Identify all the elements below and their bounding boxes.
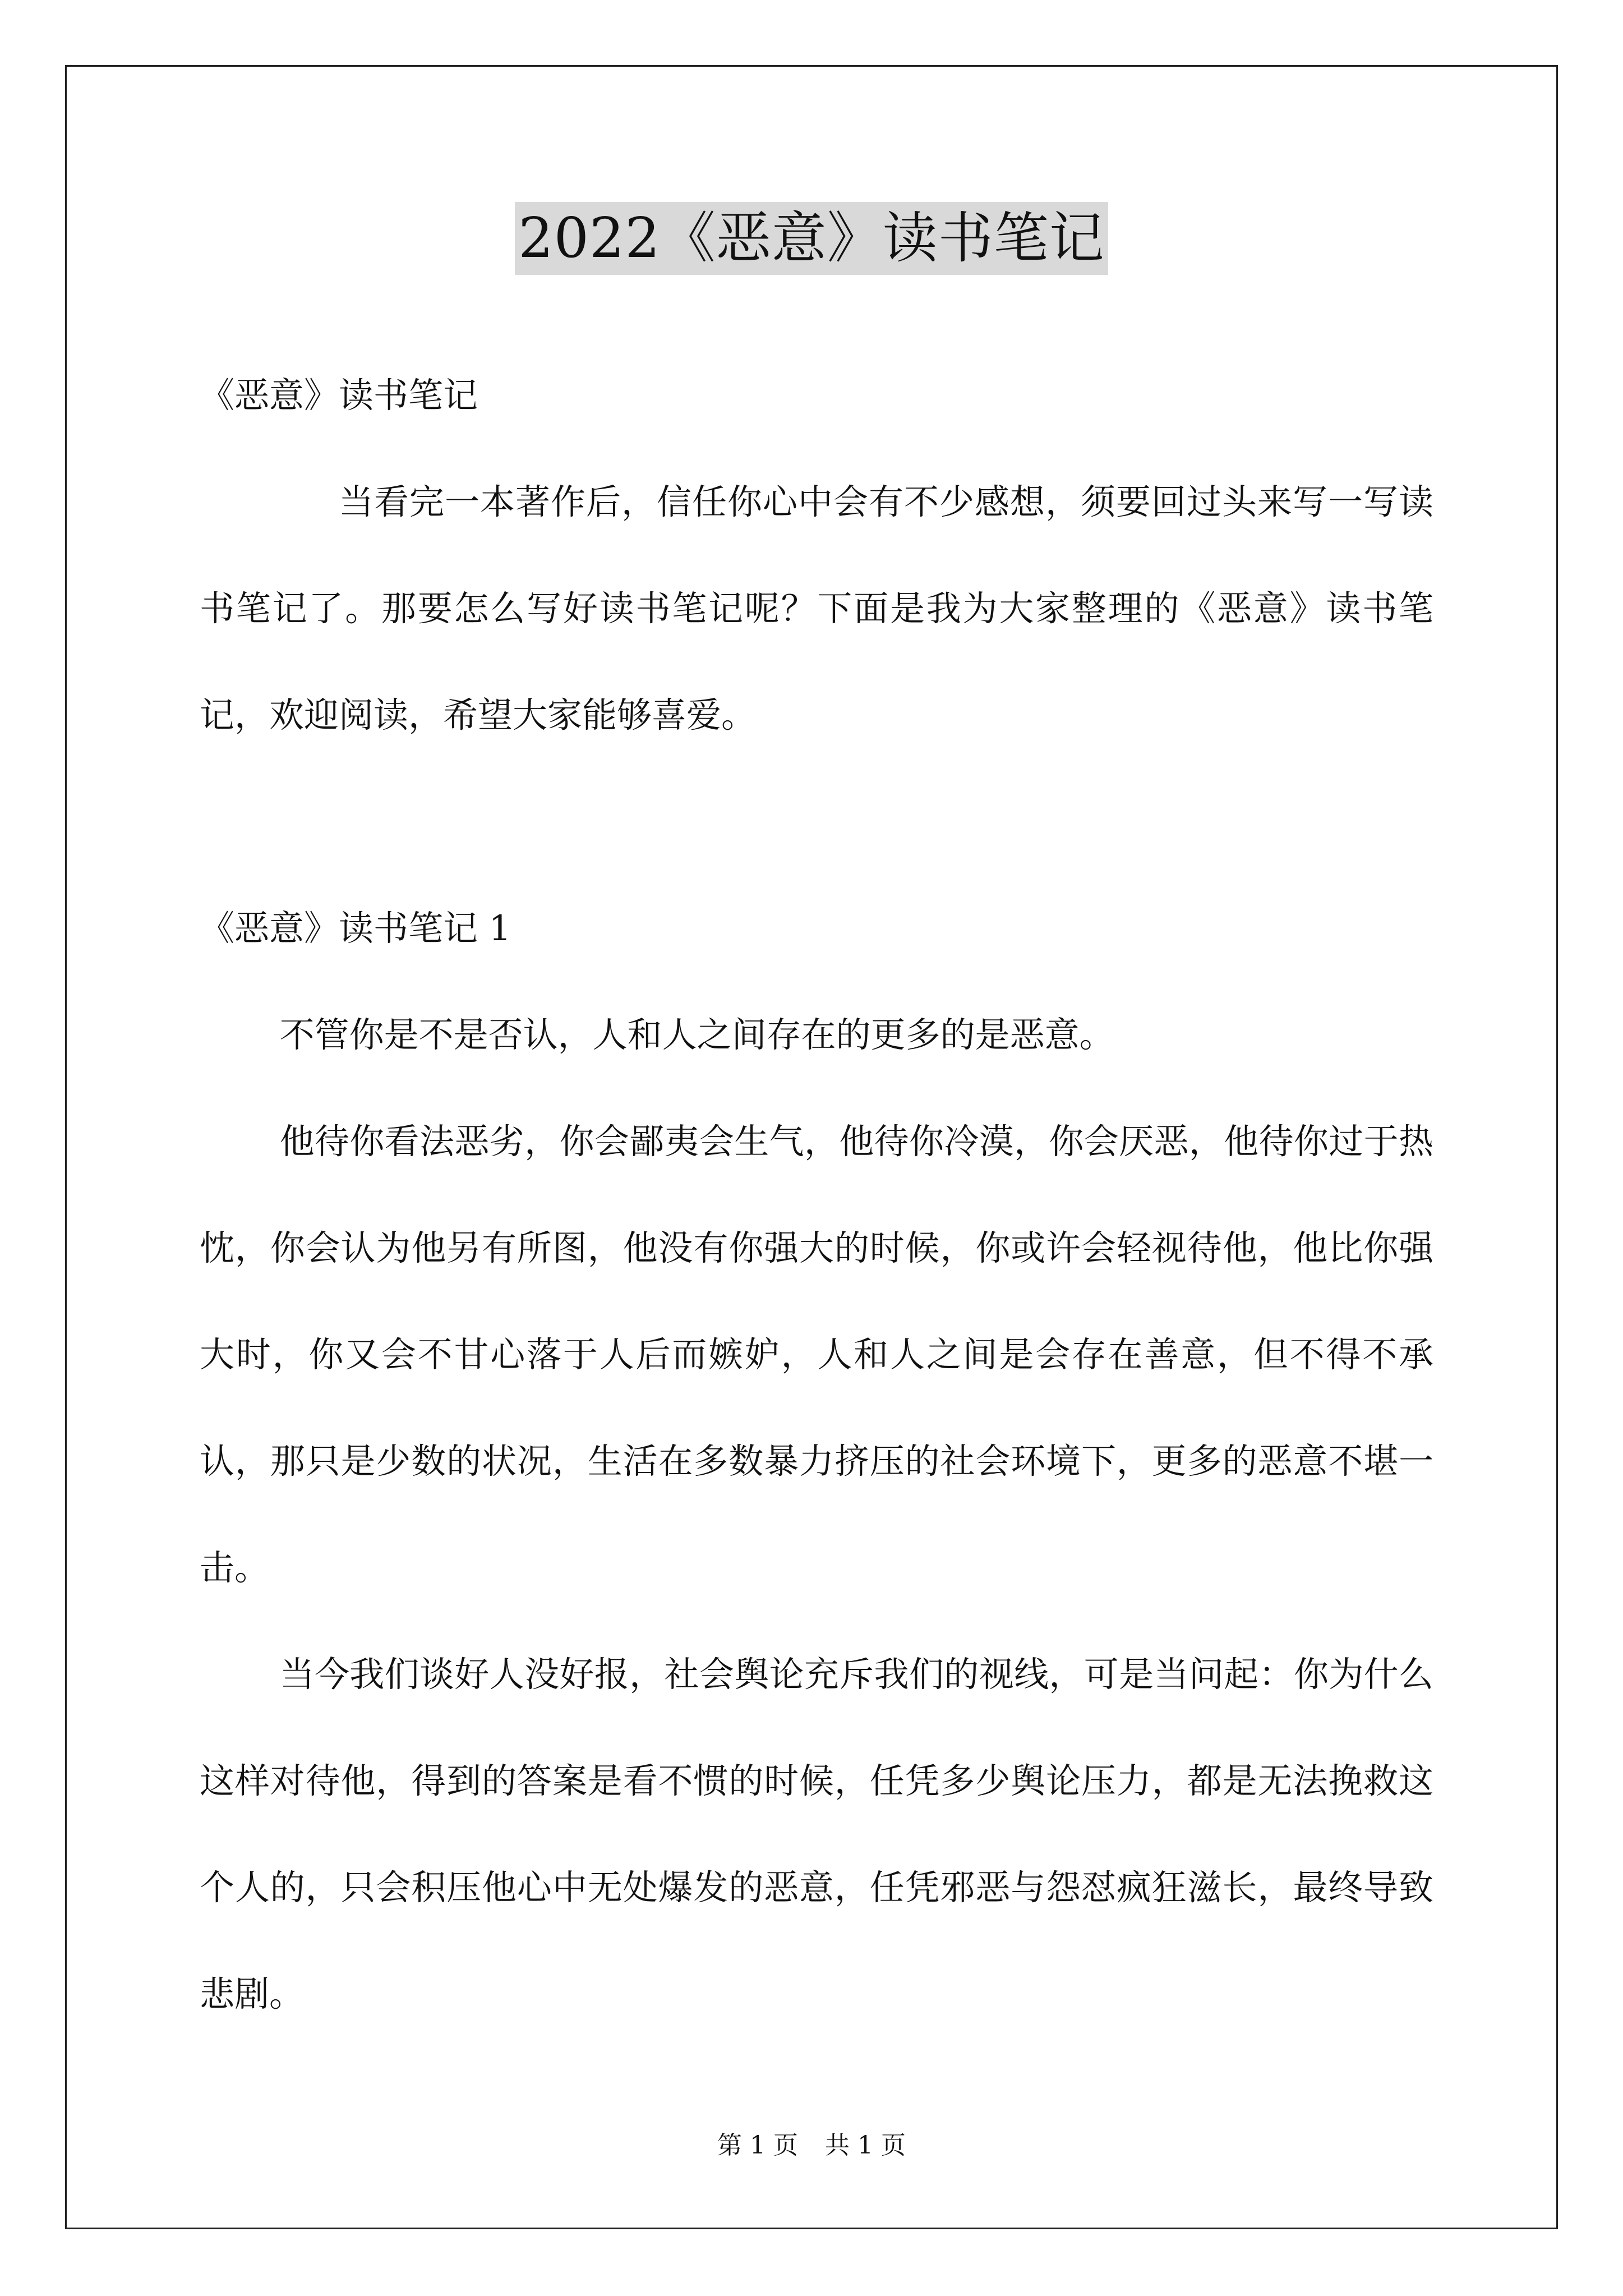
page-footer [0, 2129, 1623, 2162]
intro-paragraph: 当看完一本著作后，信任你心中会有不少感想，须要回过头来写一写读书笔记了。那要怎么写好读书笔记呢？下面是我为大家整理的《恶意》读书笔记，欢迎阅读，希望大家能够喜爱。 [200, 481, 1433, 735]
page-total: 共 1 页 [825, 2131, 906, 2160]
body-paragraph-2: 他待你看法恶劣，你会鄙夷会生气，他待你冷漠，你会厌恶，他待你过于热忱，你会认为他另有所图，他没有你强大的时候，你或许会轻视待他，他比你强大时，你又会不甘心落于人后而嫉妒，人和人之间是会存在善意，但不得不承认，那只是少数的状况，生活在多数暴力挤压的社会环境下，更多的恶意不堪一击。 [200, 1121, 1433, 1588]
section-heading: 《恶意》读书笔记 1 [200, 908, 511, 949]
section-gap [200, 769, 1433, 875]
body-paragraph-3: 当今我们谈好人没好报，社会舆论充斥我们的视线，可是当问起：你为什么这样对待他，得到的答案是看不惯的时候，任凭多少舆论压力，都是无法挽救这个人的，只会积压他心中无处爆发的恶意，任凭邪恶与怨怼疯狂滋长，最终导致悲剧。 [200, 1654, 1433, 2014]
page-number: 第 1 页 [717, 2131, 798, 2160]
subtitle: 《恶意》读书笔记 [200, 375, 478, 416]
title-container [0, 202, 1623, 275]
document-body [200, 342, 1433, 2047]
body-paragraph-1: 不管你是不是否认，人和人之间存在的更多的是恶意。 [279, 1014, 1114, 1055]
document-title: 2022《恶意》读书笔记 [515, 202, 1108, 275]
